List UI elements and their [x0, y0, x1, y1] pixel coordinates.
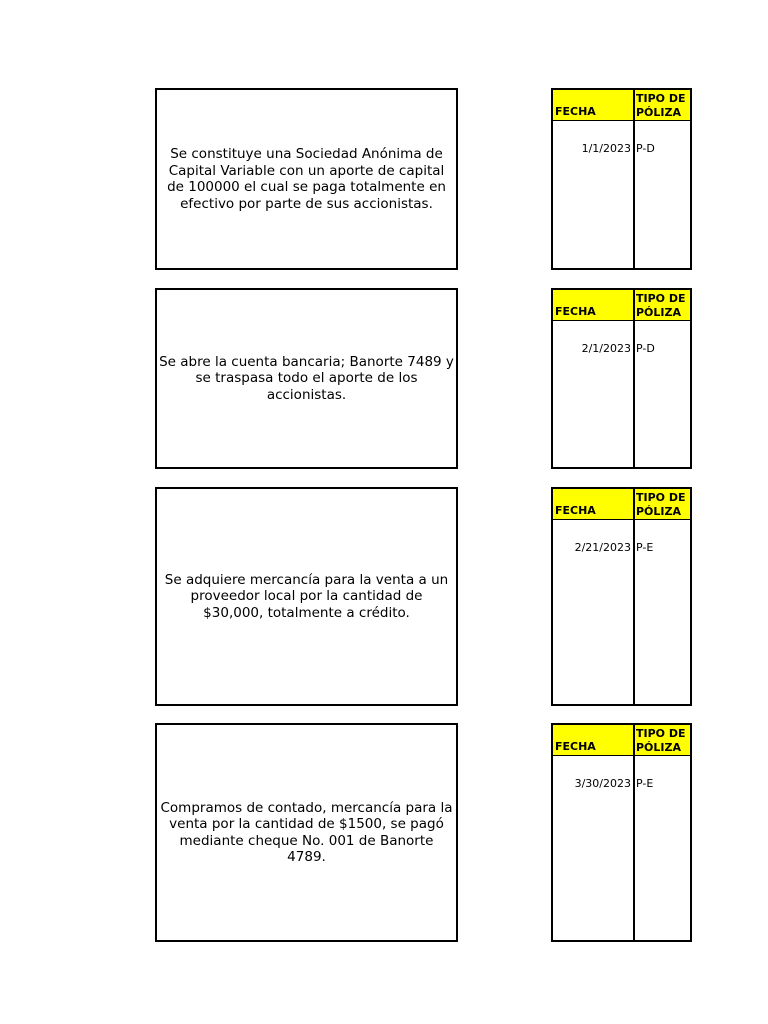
- description-line: Compramos de contado, mercancía para la: [160, 799, 453, 816]
- entry-description-4: [155, 723, 458, 942]
- tipo-poliza-header: TIPO DE PÓLIZA: [636, 727, 686, 754]
- fecha-value: 1/1/2023: [581, 142, 631, 155]
- tipo-poliza-value: P-E: [636, 777, 654, 790]
- description-line: Se adquiere mercancía para la venta a un: [164, 571, 449, 588]
- fecha-value: 2/1/2023: [581, 342, 631, 355]
- tipo-poliza-value: P-E: [636, 541, 654, 554]
- description-line: Se constituye una Sociedad Anónima de: [170, 146, 443, 162]
- entry-description-3: [155, 487, 458, 706]
- entry-ledger-3: [551, 487, 692, 706]
- description-line: de 100000 el cual se paga totalmente en: [167, 179, 446, 195]
- column-divider: [633, 725, 635, 940]
- fecha-value: 3/30/2023: [574, 777, 631, 790]
- fecha-header: FECHA: [555, 105, 596, 118]
- description-line: $30,000, totalmente a crédito.: [203, 604, 410, 621]
- description-line: 4789.: [287, 849, 326, 865]
- description-line: proveedor local por la cantidad de: [190, 588, 423, 605]
- description-line: venta por la cantidad de $1500, se pagó: [169, 816, 444, 832]
- fecha-value: 2/21/2023: [574, 541, 631, 554]
- description-line: accionistas.: [266, 386, 347, 403]
- description-line: efectivo por parte de sus accionistas.: [180, 195, 433, 212]
- tipo-poliza-value: P-D: [636, 342, 655, 355]
- entry-description-2: [155, 288, 458, 469]
- column-divider: [633, 489, 635, 704]
- fecha-header: FECHA: [555, 305, 596, 318]
- fecha-header: FECHA: [555, 504, 596, 517]
- entry-ledger-1: [551, 88, 692, 270]
- entry-description-1: [155, 88, 458, 270]
- tipo-poliza-header: TIPO DE PÓLIZA: [636, 491, 686, 518]
- tipo-poliza-value: P-D: [636, 142, 655, 155]
- description-line: Capital Variable con un aporte de capital: [168, 162, 445, 179]
- entry-ledger-4: [551, 723, 692, 942]
- tipo-poliza-header: TIPO DE PÓLIZA: [636, 92, 686, 119]
- fecha-header: FECHA: [555, 740, 596, 753]
- entry-ledger-2: [551, 288, 692, 469]
- column-divider: [633, 290, 635, 467]
- description-line: se traspasa todo el aporte de los: [195, 370, 418, 387]
- tipo-poliza-header: TIPO DE PÓLIZA: [636, 292, 686, 319]
- description-line: Se abre la cuenta bancaria; Banorte 7489 y: [159, 353, 454, 370]
- description-line: mediante cheque No. 001 de Banorte: [179, 832, 434, 849]
- column-divider: [633, 90, 635, 268]
